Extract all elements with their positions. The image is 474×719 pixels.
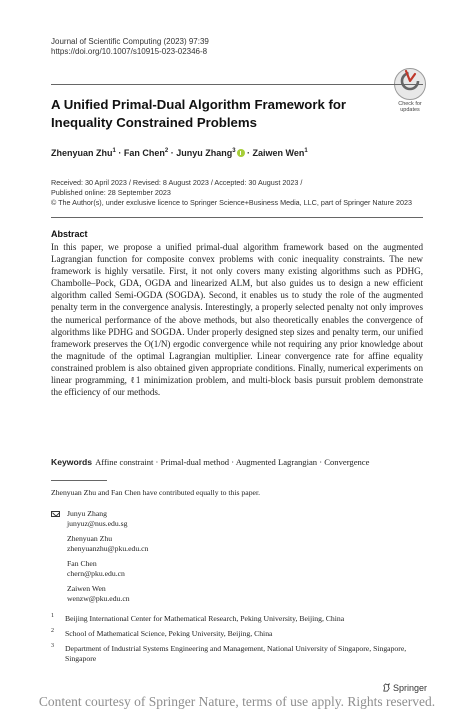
affiliation-item bbox=[51, 614, 423, 624]
contact-email[interactable]: junyuz@nus.edu.sg bbox=[67, 519, 128, 528]
keywords bbox=[51, 457, 423, 467]
keywords-label: Keywords bbox=[51, 457, 93, 467]
publication-dates bbox=[51, 178, 412, 207]
contact-entry bbox=[51, 584, 351, 604]
affiliation-text: Beijing International Center for Mathematical Research, Peking University, Beijing, China bbox=[65, 614, 345, 623]
footnote-rule bbox=[51, 480, 107, 481]
affiliation-number: 3 bbox=[51, 643, 54, 649]
affiliation-item bbox=[51, 629, 423, 639]
envelope-icon bbox=[51, 511, 60, 517]
contact-entry bbox=[51, 509, 351, 529]
author-list bbox=[51, 148, 308, 158]
check-for-updates-label: Check for updates bbox=[398, 101, 422, 113]
abstract-text: In this paper, we propose a unified primal-dual algorithm framework based on the augmented Lagrangian function for composite convex problems with conic inequality constraints. The new framework is highly versatile. First, it not only covers many existing algorithms such as PDHG, Chambolle–Pock, GDA, OGDA and linearized ALM, but also guides us to design a new efficient algorithm called Semi-OGDA (SOGDA). Second, it enables us to study the role of the augmented penalty term in the convergence analysis. Interestingly, a properly selected penalty not only improves the numerical performance of the above methods, but also theoretically enables the convergence of algorithms like PDHG and SOGDA. Under properly designed step sizes and penalty term, our unified framework preserves the O(1/N) ergodic convergence while not requiring any prior knowledge about the magnitude of the optimal Lagrangian multiplier. Linear convergence rate for affine equality constrained problem is also obtained given appropriate conditions. Finally, numerical experiments on linear programming, ℓ1 minimization problem, and multi-block basis pursuit problem demonstrate the efficiency of our methods. bbox=[51, 242, 423, 398]
author-name[interactable]: Fan Chen bbox=[123, 148, 165, 158]
affiliation-number: 2 bbox=[51, 628, 54, 634]
journal-citation: Journal of Scientific Computing (2023) 97:39 bbox=[51, 37, 209, 46]
copyright-line: © The Author(s), under exclusive licence to Springer Science+Business Media, LLC, part of Springer Nature 2023 bbox=[51, 197, 412, 207]
contact-list bbox=[51, 509, 351, 609]
affiliation-number: 1 bbox=[51, 613, 54, 619]
publisher-name: Springer bbox=[393, 683, 428, 693]
author-affiliation-ref: 1 bbox=[112, 148, 116, 154]
contact-email[interactable]: chern@pku.edu.cn bbox=[67, 569, 125, 578]
contact-entry bbox=[51, 559, 351, 579]
springer-horse-icon bbox=[382, 683, 391, 692]
received-dates: Received: 30 April 2023 / Revised: 8 August 2023 / Accepted: 30 August 2023 / bbox=[51, 178, 303, 187]
journal-header bbox=[51, 37, 209, 57]
author-affiliation-ref: 1 bbox=[304, 148, 308, 154]
dates-rule bbox=[51, 217, 423, 218]
abstract-heading: Abstract bbox=[51, 229, 88, 239]
contact-email[interactable]: wenzw@pku.edu.cn bbox=[67, 594, 130, 603]
contact-email[interactable]: zhenyuanzhu@pku.edu.cn bbox=[67, 544, 149, 553]
author-name[interactable]: Junyu Zhang bbox=[176, 148, 233, 158]
published-date: Published online: 28 September 2023 bbox=[51, 187, 171, 197]
contact-name: Zaiwen Wen bbox=[67, 584, 106, 593]
author-separator: · bbox=[244, 148, 253, 158]
doi-link[interactable]: https://doi.org/10.1007/s10915-023-02346-8 bbox=[51, 47, 208, 56]
author-affiliation-ref: 2 bbox=[164, 148, 169, 154]
publisher-logo bbox=[382, 683, 427, 693]
affiliation-list bbox=[51, 614, 423, 669]
affiliation-text: School of Mathematical Science, Peking University, Beijing, China bbox=[65, 629, 273, 638]
contact-name: Zhenyuan Zhu bbox=[67, 534, 113, 543]
header-rule bbox=[51, 84, 423, 85]
article-title: A Unified Primal-Dual Algorithm Framework for Inequality Constrained Problems bbox=[51, 97, 347, 130]
author-separator: · bbox=[168, 148, 177, 158]
contact-name: Fan Chen bbox=[67, 559, 97, 568]
keywords-text: Affine constraint · Primal-dual method · Augmented Lagrangian · Convergence bbox=[95, 457, 370, 467]
affiliation-item bbox=[51, 644, 423, 664]
author-affiliation-ref: 3 bbox=[232, 148, 236, 154]
author-separator: · bbox=[115, 148, 124, 158]
contact-entry bbox=[51, 534, 351, 554]
equal-contribution-note: Zhenyuan Zhu and Fan Chen have contributed equally to this paper. bbox=[51, 488, 261, 497]
author-name[interactable]: Zhenyuan Zhu bbox=[51, 148, 113, 158]
author-name[interactable]: Zaiwen Wen bbox=[252, 148, 305, 158]
contact-name: Junyu Zhang bbox=[67, 509, 107, 518]
courtesy-watermark: Content courtesy of Springer Nature, terms of use apply. Rights reserved. bbox=[38, 694, 436, 709]
affiliation-text: Department of Industrial Systems Engineering and Management, National University of Singapore, Singapore, Singapore bbox=[65, 644, 407, 663]
orcid-icon[interactable] bbox=[237, 149, 245, 157]
